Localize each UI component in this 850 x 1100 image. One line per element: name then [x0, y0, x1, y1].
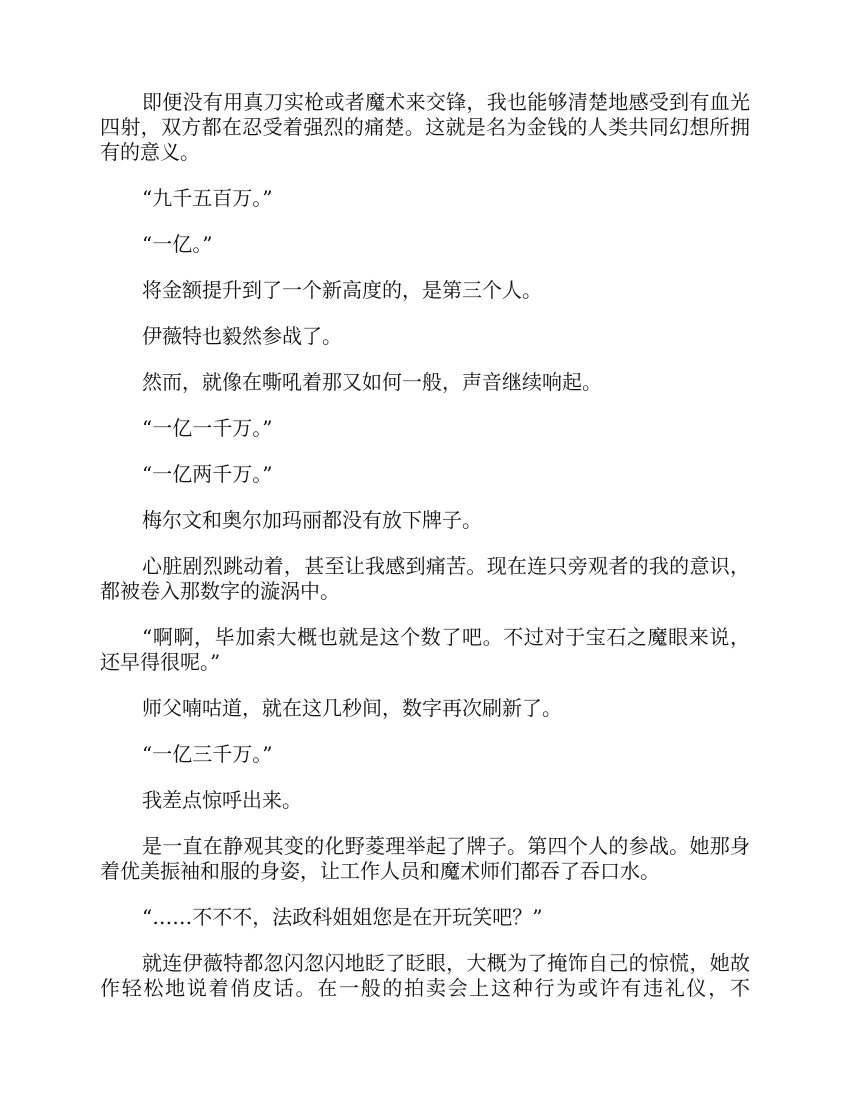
- paragraph: 我差点惊呼出来。: [142, 788, 302, 812]
- paragraph: “一亿两千万。”: [142, 462, 273, 486]
- paragraph: “一亿。”: [142, 232, 213, 256]
- paragraph: 是一直在静观其变的化野菱理举起了牌子。第四个人的参战。她那身着优美振袖和服的身姿，让工作人员和魔术师们都吞了吞口水。: [100, 834, 750, 883]
- paragraph: “一亿三千万。”: [142, 742, 273, 766]
- paragraph: “啊啊，毕加索大概也就是这个数了吧。不过对于宝石之魔眼来说，还早得很呢。”: [100, 625, 750, 674]
- paragraph: 梅尔文和奥尔加玛丽都没有放下牌子。: [142, 508, 482, 532]
- paragraph: 伊薇特也毅然参战了。: [142, 324, 342, 348]
- paragraph: 将金额提升到了一个新高度的，是第三个人。: [142, 278, 542, 302]
- paragraph: 然而，就像在嘶吼着那又如何一般，声音继续响起。: [142, 370, 602, 394]
- paragraph: 即便没有用真刀实枪或者魔术来交锋，我也能够清楚地感受到有血光四射，双方都在忍受着强烈的痛楚。这就是名为金钱的人类共同幻想所拥有的意义。: [100, 90, 750, 164]
- paragraph: 就连伊薇特都忽闪忽闪地眨了眨眼，大概为了掩饰自己的惊慌，她故作轻松地说着俏皮话。在一般的拍卖会上这种行为或许有违礼仪，不: [100, 951, 750, 1000]
- paragraph: “一亿一千万。”: [142, 416, 273, 440]
- paragraph: “九千五百万。”: [142, 186, 273, 210]
- paragraph: “……不不不，法政科姐姐您是在开玩笑吧？”: [142, 905, 543, 929]
- paragraph: 心脏剧烈跳动着，甚至让我感到痛苦。现在连只旁观者的我的意识，都被卷入那数字的漩涡中。: [100, 554, 750, 603]
- paragraph: 师父喃咕道，就在这几秒间，数字再次刷新了。: [142, 696, 562, 720]
